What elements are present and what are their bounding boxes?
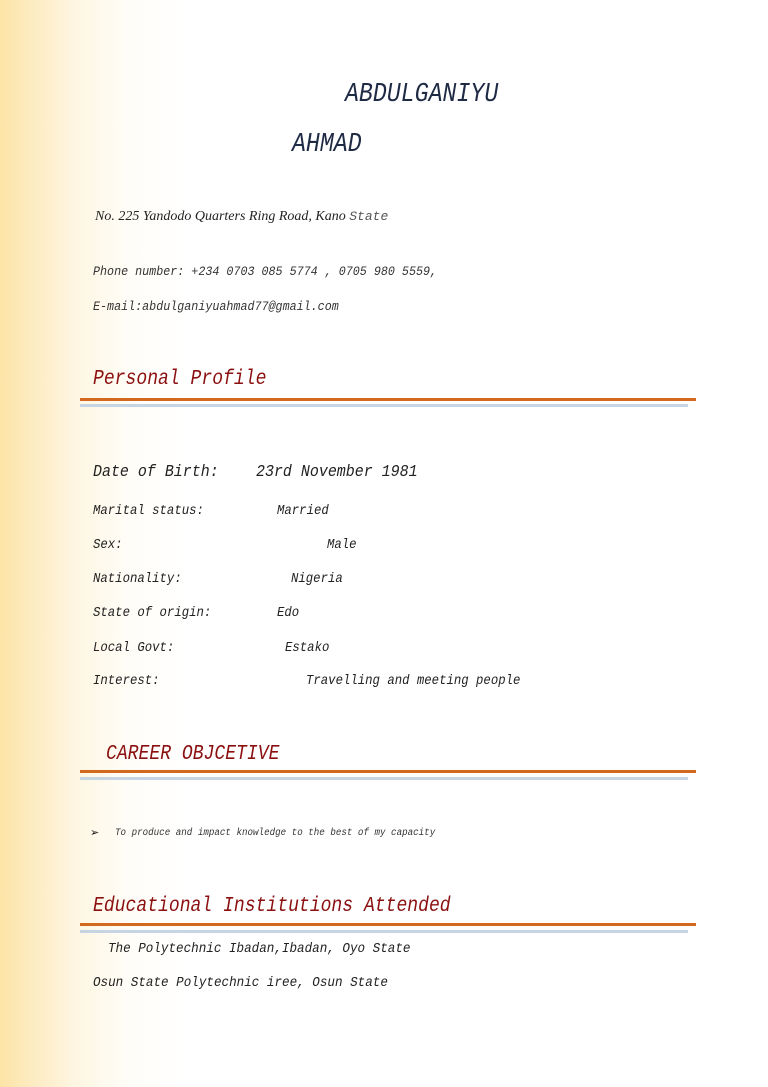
education-item: Osun State Polytechnic iree, Osun State: [93, 975, 388, 991]
phone-line: Phone number: +234 0703 085 5774 , 0705 980 5559,: [93, 264, 438, 279]
interest-label: Interest:: [93, 673, 160, 689]
dob-label: Date of Birth:: [93, 463, 219, 482]
address-text: No. 225 Yandodo Quarters Ring Road, Kano: [95, 209, 346, 224]
personal-profile-heading: Personal Profile: [93, 368, 267, 391]
education-heading: Educational Institutions Attended: [93, 895, 451, 918]
dob-value: 23rd November 1981: [256, 463, 418, 482]
marital-status-value: Married: [277, 503, 329, 519]
section-rule-orange: [80, 770, 696, 773]
local-govt-label: Local Govt:: [93, 640, 175, 656]
state-of-origin-label: State of origin:: [93, 605, 212, 621]
sex-label: Sex:: [93, 537, 123, 553]
nationality-value: Nigeria: [291, 571, 343, 587]
section-rule-orange: [80, 398, 696, 401]
name-last: AHMAD: [292, 130, 362, 160]
email-line: E-mail:abdulganiyuahmad77@gmail.com: [93, 299, 339, 314]
sex-value: Male: [327, 537, 357, 553]
address-line: [95, 209, 388, 225]
section-rule-blue: [80, 777, 688, 780]
local-govt-value: Estako: [285, 640, 330, 656]
address-state: State: [349, 209, 389, 224]
education-item: The Polytechnic Ibadan,Ibadan, Oyo State: [108, 941, 411, 957]
name-first: ABDULGANIYU: [345, 80, 499, 110]
career-objective-heading: CAREER OBJCETIVE: [106, 743, 280, 766]
nationality-label: Nationality:: [93, 571, 182, 587]
marital-status-label: Marital status:: [93, 503, 204, 519]
section-rule-blue: [80, 404, 688, 407]
section-rule-orange: [80, 923, 696, 926]
career-objective-item: To produce and impact knowledge to the best of my capacity: [115, 828, 436, 839]
interest-value: Travelling and meeting people: [306, 673, 521, 689]
section-rule-blue: [80, 930, 688, 933]
arrowhead-bullet-icon: ➢: [90, 826, 100, 839]
state-of-origin-value: Edo: [277, 605, 300, 621]
